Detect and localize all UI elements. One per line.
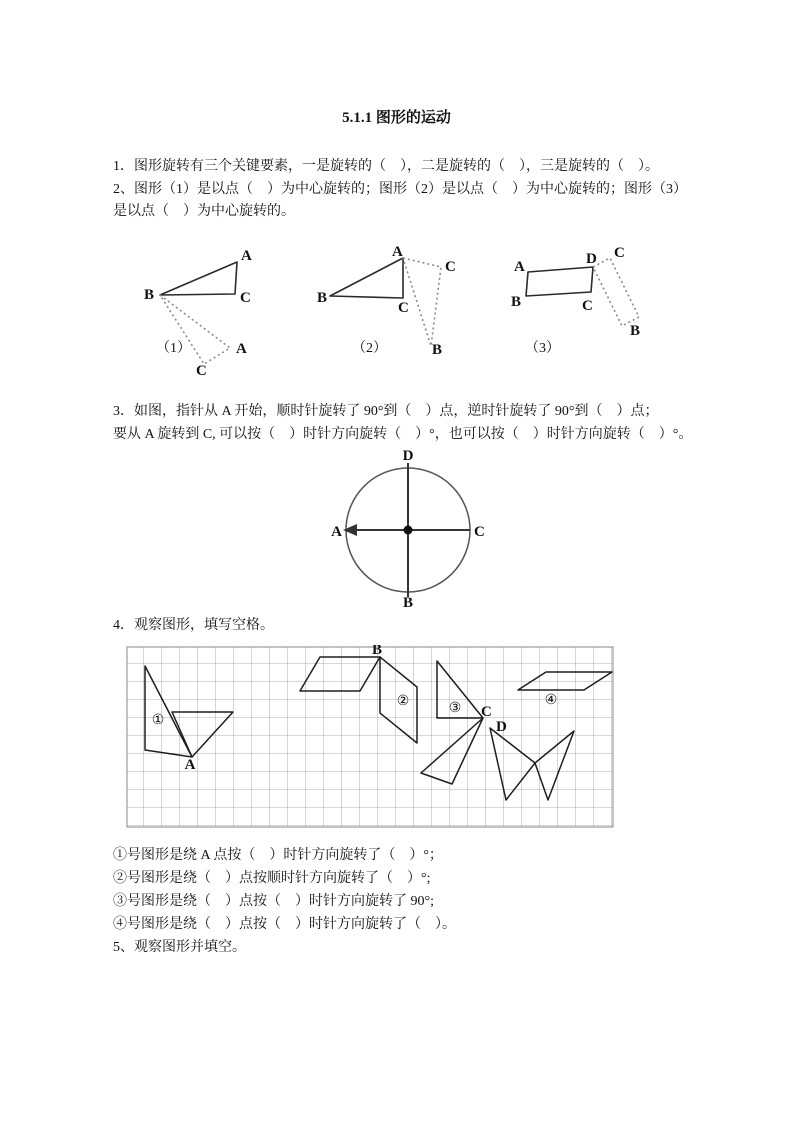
grid-point-a-label: A bbox=[184, 757, 196, 773]
clock-point-b-label: B bbox=[402, 595, 414, 610]
figure-3-point-d-label: D bbox=[586, 251, 597, 267]
question-2-text-line1: 2、图形（1）是以点（ ）为中心旋转的；图形（2）是以点（ ）为中心旋转的；图形（3） bbox=[113, 182, 687, 197]
grid-point-d-label: D bbox=[496, 719, 507, 735]
figure-1-point-b-label: B bbox=[144, 287, 155, 303]
figure-3-rotated-dotted-rectangle bbox=[593, 258, 639, 326]
question-4-text: 4．观察图形，填写空格。 bbox=[113, 618, 274, 633]
clock-point-c-label: C bbox=[474, 524, 485, 540]
figure-2-point-a-label: A bbox=[392, 245, 403, 260]
question-1-text: 1．图形旋转有三个关键要素，一是旋转的（ ），二是旋转的（ ），三是旋转的（ ）。 bbox=[113, 159, 659, 174]
shape-1-number-label: ① bbox=[151, 713, 165, 728]
figure-2-point-b-label: B bbox=[317, 290, 328, 306]
fill-blank-item-2: ②号图形是绕（ ）点按顺时针方向旋转了（ ）°; bbox=[113, 871, 431, 886]
question-2-text-line2: 是以点（ ）为中心旋转的。 bbox=[113, 204, 295, 219]
figure-3-point-c-label: C bbox=[582, 298, 593, 314]
figure-3-solid-rectangle bbox=[526, 267, 593, 296]
pointer-circle-figure bbox=[330, 450, 490, 610]
figure-2-solid-triangle bbox=[330, 258, 403, 298]
figure-3-rotated-point-b-label: B bbox=[630, 323, 641, 339]
figure-2-triangle-rotation bbox=[317, 245, 456, 358]
shape-2-number-label: ② bbox=[396, 694, 410, 709]
question-5-text: 5、观察图形并填空。 bbox=[113, 940, 246, 955]
figure-3-caption: （3） bbox=[525, 341, 560, 356]
clock-point-d-label: D bbox=[402, 450, 414, 464]
figure-1-triangle-rotation bbox=[144, 248, 252, 379]
shape-3-number-label: ③ bbox=[448, 701, 462, 716]
figure-1-rotated-point-c-label: C bbox=[196, 363, 207, 379]
figure-1-point-a-label: A bbox=[241, 248, 252, 264]
figure-2-rotated-point-b-label: B bbox=[432, 342, 443, 358]
grid-point-c-label: C bbox=[481, 704, 492, 720]
figure-1-caption: （1） bbox=[156, 341, 191, 356]
clock-point-a-label: A bbox=[331, 524, 342, 540]
question-3-text-line1: 3．如图，指针从 A 开始，顺时针旋转了 90°到（ ）点，逆时针旋转了 90°到（ ）点； bbox=[113, 404, 659, 419]
center-dot bbox=[404, 526, 413, 535]
figure-1-point-c-label: C bbox=[240, 290, 251, 306]
fill-blank-item-4: ④号图形是绕（ ）点按（ ）时针方向旋转了（ ）。 bbox=[113, 917, 456, 932]
figure-3-point-a-label: A bbox=[514, 259, 525, 275]
figure-2-caption: （2） bbox=[352, 341, 387, 356]
grid-point-b-label: B bbox=[371, 645, 383, 658]
figure-2-rotated-point-c-label: C bbox=[445, 259, 456, 275]
figure-1-rotated-point-a-label: A bbox=[236, 341, 247, 357]
figure-1-solid-triangle bbox=[160, 262, 237, 295]
figure-3-point-b-label: B bbox=[511, 294, 522, 310]
figure-3-rectangle-rotation bbox=[511, 245, 640, 356]
shape-4-number-label: ④ bbox=[544, 693, 558, 708]
figure-3-rotated-point-c-label: C bbox=[614, 245, 625, 261]
fill-blank-item-3: ③号图形是绕（ ）点按（ ）时针方向旋转了 90°; bbox=[113, 894, 434, 909]
rotation-figures-row bbox=[140, 245, 680, 380]
grid-rotation-figure bbox=[125, 645, 617, 838]
page-title: 5.1.1 图形的运动 bbox=[342, 110, 451, 126]
pointer-arrowhead-icon bbox=[343, 524, 357, 536]
fill-blank-item-1: ①号图形是绕 A 点按（ ）时针方向旋转了（ ）°； bbox=[113, 848, 443, 863]
figure-2-point-c-label: C bbox=[398, 300, 409, 316]
question-3-text-line2: 要从 A 旋转到 C, 可以按（ ）时针方向旋转（ ）°，也可以按（ ）时针方向旋转（ ）°。 bbox=[113, 427, 693, 442]
